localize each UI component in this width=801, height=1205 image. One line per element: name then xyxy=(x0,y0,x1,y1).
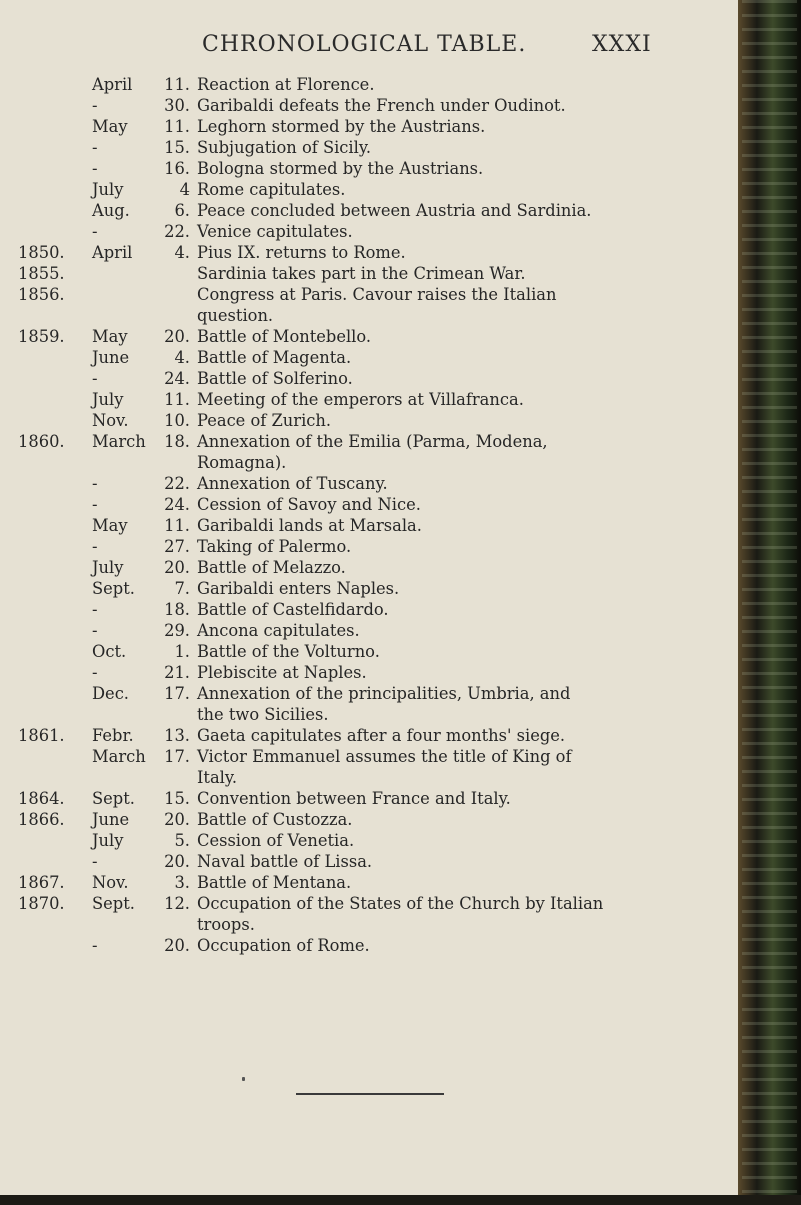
entry-day: 16. xyxy=(164,159,190,178)
entry-month: - xyxy=(92,474,98,493)
entry-day: 20. xyxy=(164,852,190,871)
entry-month: - xyxy=(92,852,98,871)
entry-event: Battle of Custozza. xyxy=(197,810,353,829)
entry-event: Occupation of the States of the Church by Italian xyxy=(197,894,604,913)
entry-month: May xyxy=(92,117,128,136)
chronology-row xyxy=(0,242,738,263)
entry-event: Garibaldi lands at Marsala. xyxy=(197,516,422,535)
entry-day: 15. xyxy=(164,789,190,808)
entry-event: Subjugation of Sicily. xyxy=(197,138,372,157)
entry-event: Peace of Zurich. xyxy=(197,411,332,430)
chronology-row xyxy=(0,767,738,788)
chronology-row xyxy=(0,452,738,473)
entry-day: 20. xyxy=(164,936,190,955)
entry-day: 20. xyxy=(164,810,190,829)
entry-event: Victor Emmanuel assumes the title of King of xyxy=(197,747,572,766)
chronology-row xyxy=(0,557,738,578)
chronology-row xyxy=(0,746,738,767)
entry-event: Battle of Melazzo. xyxy=(197,558,346,577)
entry-month: Sept. xyxy=(92,789,135,808)
entry-day: 5. xyxy=(174,831,190,850)
entry-day: 18. xyxy=(164,600,190,619)
entry-day: 24. xyxy=(164,495,190,514)
entry-month: - xyxy=(92,537,98,556)
entry-month: April xyxy=(92,75,133,94)
entry-event: Cession of Savoy and Nice. xyxy=(197,495,421,514)
chronology-row xyxy=(0,851,738,872)
entry-month: Nov. xyxy=(92,411,129,430)
entry-month: July xyxy=(92,180,124,199)
chronology-row xyxy=(0,578,738,599)
chronology-row xyxy=(0,788,738,809)
entry-month: July xyxy=(92,558,124,577)
entry-year: 1856. xyxy=(18,285,65,304)
ink-speck xyxy=(242,1077,245,1081)
entry-day: 11. xyxy=(164,516,190,535)
entry-event: Congress at Paris. Cavour raises the Italian xyxy=(197,285,557,304)
entry-day: 20. xyxy=(164,327,190,346)
entry-day: 17. xyxy=(164,684,190,703)
entry-day: 21. xyxy=(164,663,190,682)
entry-event: Annexation of the Emilia (Parma, Modena, xyxy=(197,432,548,451)
chronology-row xyxy=(0,74,738,95)
entry-event: troops. xyxy=(197,915,255,934)
entry-event: Garibaldi defeats the French under Oudinot. xyxy=(197,96,566,115)
chronology-row xyxy=(0,389,738,410)
entry-month: June xyxy=(92,348,130,367)
entry-month: - xyxy=(92,159,98,178)
entry-event: Battle of Montebello. xyxy=(197,327,372,346)
entry-month: - xyxy=(92,222,98,241)
entry-event: question. xyxy=(197,306,274,325)
chronology-row xyxy=(0,137,738,158)
entry-day: 10. xyxy=(164,411,190,430)
entry-event: Cession of Venetia. xyxy=(197,831,355,850)
chronology-row xyxy=(0,515,738,536)
chronology-row xyxy=(0,116,738,137)
entry-event: Battle of Castelfidardo. xyxy=(197,600,389,619)
entry-event: Annexation of Tuscany. xyxy=(197,474,388,493)
entry-month: Dec. xyxy=(92,684,129,703)
entry-month: - xyxy=(92,495,98,514)
entry-month: July xyxy=(92,390,124,409)
chronology-row xyxy=(0,620,738,641)
entry-event: Rome capitulates. xyxy=(197,180,346,199)
entry-day: 15. xyxy=(164,138,190,157)
entry-year: 1859. xyxy=(18,327,65,346)
entry-event: the two Sicilies. xyxy=(197,705,329,724)
entry-event: Reaction at Florence. xyxy=(197,75,375,94)
entry-month: March xyxy=(92,432,146,451)
page-bottom-edge xyxy=(0,1195,801,1205)
entry-event: Pius IX. returns to Rome. xyxy=(197,243,406,262)
entry-event: Ancona capitulates. xyxy=(197,621,360,640)
entry-year: 1866. xyxy=(18,810,65,829)
entry-year: 1860. xyxy=(18,432,65,451)
page-title: CHRONOLOGICAL TABLE. xyxy=(202,32,527,57)
entry-event: Leghorn stormed by the Austrians. xyxy=(197,117,486,136)
entry-event: Peace concluded between Austria and Sardinia. xyxy=(197,201,592,220)
entry-event: Battle of Magenta. xyxy=(197,348,352,367)
chronology-table xyxy=(0,74,738,956)
chronology-row xyxy=(0,872,738,893)
entry-event: Naval battle of Lissa. xyxy=(197,852,373,871)
entry-month: April xyxy=(92,243,133,262)
entry-month: Febr. xyxy=(92,726,134,745)
entry-day: 7. xyxy=(174,579,190,598)
entry-month: Nov. xyxy=(92,873,129,892)
entry-day: 4. xyxy=(174,243,190,262)
closing-rule xyxy=(296,1093,444,1095)
chronology-row xyxy=(0,284,738,305)
entry-month: - xyxy=(92,600,98,619)
chronology-row xyxy=(0,305,738,326)
entry-event: Battle of Mentana. xyxy=(197,873,352,892)
chronology-row xyxy=(0,599,738,620)
chronology-row xyxy=(0,725,738,746)
entry-day: 20. xyxy=(164,558,190,577)
entry-month: - xyxy=(92,369,98,388)
entry-day: 13. xyxy=(164,726,190,745)
entry-event: Battle of the Volturno. xyxy=(197,642,380,661)
entry-year: 1850. xyxy=(18,243,65,262)
entry-month: - xyxy=(92,936,98,955)
chronology-row xyxy=(0,641,738,662)
entry-day: 17. xyxy=(164,747,190,766)
entry-year: 1870. xyxy=(18,894,65,913)
chronology-row xyxy=(0,326,738,347)
chronology-row xyxy=(0,809,738,830)
entry-day: 22. xyxy=(164,222,190,241)
entry-event: Garibaldi enters Naples. xyxy=(197,579,400,598)
entry-year: 1867. xyxy=(18,873,65,892)
entry-day: 1. xyxy=(174,642,190,661)
entry-month: May xyxy=(92,516,128,535)
entry-year: 1861. xyxy=(18,726,65,745)
entry-day: 11. xyxy=(164,390,190,409)
page-number: XXXI xyxy=(592,32,652,57)
chronology-row xyxy=(0,473,738,494)
entry-event: Sardinia takes part in the Crimean War. xyxy=(197,264,526,283)
entry-day: 11. xyxy=(164,117,190,136)
entry-day: 27. xyxy=(164,537,190,556)
chronology-row xyxy=(0,893,738,914)
entry-month: June xyxy=(92,810,130,829)
entry-event: Occupation of Rome. xyxy=(197,936,370,955)
entry-event: Plebiscite at Naples. xyxy=(197,663,367,682)
chronology-row xyxy=(0,179,738,200)
entry-event: Venice capitulates. xyxy=(197,222,353,241)
spine-texture xyxy=(742,0,797,1205)
entry-day: 12. xyxy=(164,894,190,913)
entry-event: Gaeta capitulates after a four months' siege. xyxy=(197,726,566,745)
entry-event: Meeting of the emperors at Villafranca. xyxy=(197,390,524,409)
entry-day: 22. xyxy=(164,474,190,493)
chronology-row xyxy=(0,200,738,221)
entry-event: Romagna). xyxy=(197,453,287,472)
entry-day: 4 xyxy=(179,180,190,199)
chronology-row xyxy=(0,683,738,704)
entry-day: 3. xyxy=(174,873,190,892)
chronology-row xyxy=(0,935,738,956)
page-header xyxy=(0,32,738,62)
entry-event: Taking of Palermo. xyxy=(197,537,352,556)
entry-event: Bologna stormed by the Austrians. xyxy=(197,159,484,178)
chronology-row xyxy=(0,347,738,368)
entry-day: 4. xyxy=(174,348,190,367)
entry-month: Sept. xyxy=(92,579,135,598)
entry-year: 1864. xyxy=(18,789,65,808)
chronology-row xyxy=(0,830,738,851)
entry-month: - xyxy=(92,621,98,640)
entry-day: 6. xyxy=(174,201,190,220)
entry-year: 1855. xyxy=(18,264,65,283)
entry-month: March xyxy=(92,747,146,766)
entry-month: May xyxy=(92,327,128,346)
chronology-row xyxy=(0,914,738,935)
chronology-row xyxy=(0,95,738,116)
chronology-row xyxy=(0,368,738,389)
chronology-row xyxy=(0,263,738,284)
entry-month: Aug. xyxy=(92,201,130,220)
entry-event: Italy. xyxy=(197,768,238,787)
chronology-row xyxy=(0,410,738,431)
chronology-row xyxy=(0,221,738,242)
entry-day: 11. xyxy=(164,75,190,94)
entry-day: 30. xyxy=(164,96,190,115)
chronology-row xyxy=(0,704,738,725)
entry-day: 18. xyxy=(164,432,190,451)
entry-month: Sept. xyxy=(92,894,135,913)
chronology-row xyxy=(0,494,738,515)
chronology-row xyxy=(0,662,738,683)
entry-month: July xyxy=(92,831,124,850)
chronology-row xyxy=(0,536,738,557)
entry-month: Oct. xyxy=(92,642,127,661)
entry-month: - xyxy=(92,138,98,157)
entry-event: Battle of Solferino. xyxy=(197,369,353,388)
entry-day: 24. xyxy=(164,369,190,388)
chronology-row xyxy=(0,158,738,179)
chronology-row xyxy=(0,431,738,452)
entry-month: - xyxy=(92,96,98,115)
entry-event: Annexation of the principalities, Umbria, and xyxy=(197,684,571,703)
entry-event: Convention between France and Italy. xyxy=(197,789,511,808)
entry-day: 29. xyxy=(164,621,190,640)
entry-month: - xyxy=(92,663,98,682)
